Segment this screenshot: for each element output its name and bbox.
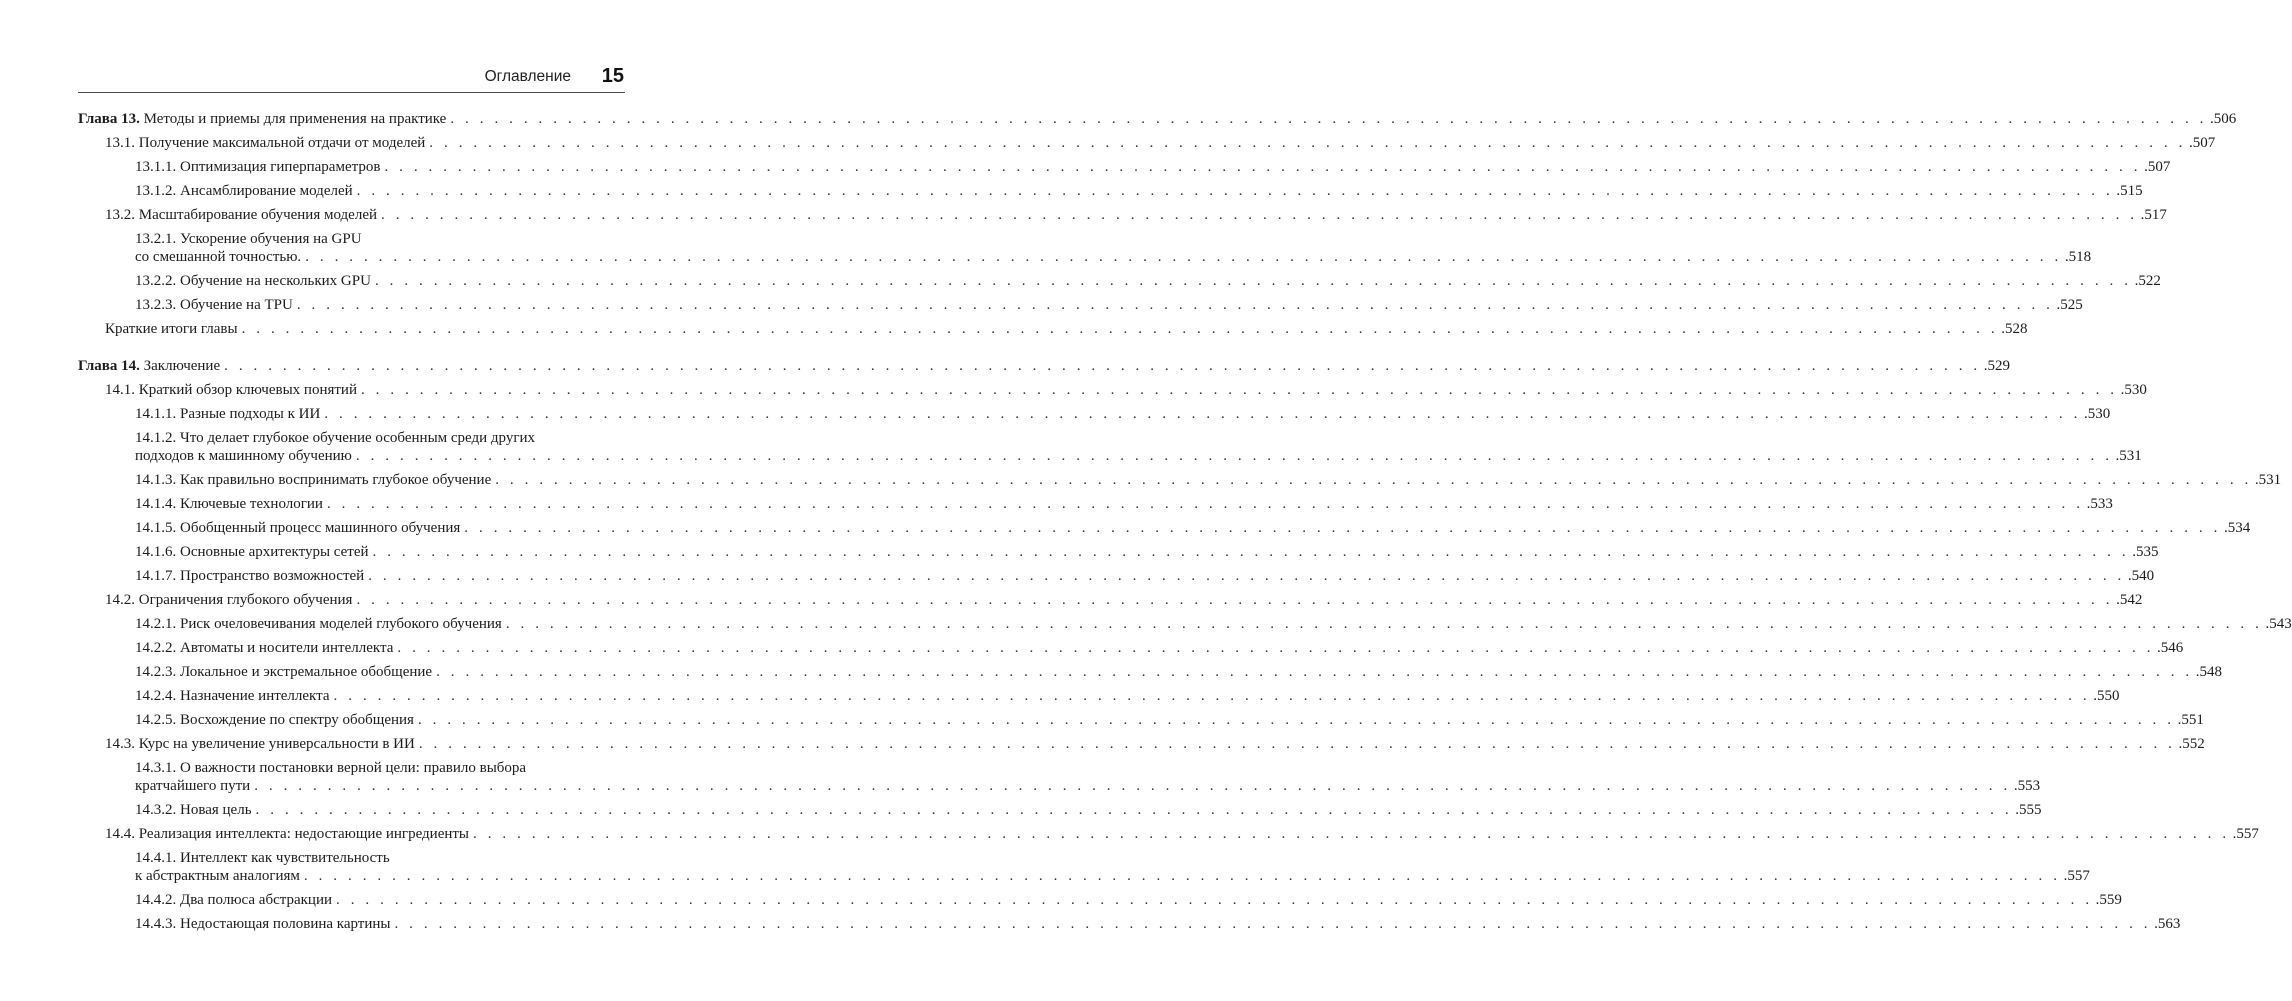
toc-entry-title-text: 13.1.1. Оптимизация гиперпараметров [135, 159, 381, 175]
toc-subsection-entry[interactable] [78, 272, 2161, 290]
toc-entry-title-text: Краткие итоги главы [105, 321, 238, 337]
toc-entry-page: .535 [2132, 544, 2159, 560]
toc-section-entry[interactable] [78, 825, 2259, 843]
dot-leader: . . . . . . . . . . . . . . . . . . . . . . . . . . . . . . . . . . . . . . . . . . . . . . . . . . . . . . . . . . . . . . . . . . . . . . . . . . . . . . . . . . . . . . . . . . . . . . . . . . . . . . . . . . . . . . . . . . . . . . . . [224, 358, 1981, 374]
toc-subsection-entry[interactable] [78, 639, 2184, 657]
toc-entry-line [135, 519, 2251, 537]
toc-entry-line [135, 543, 2159, 561]
toc-entry-page: .529 [1983, 358, 2011, 374]
toc-entry-title-text: 14.4.3. Недостающая половина картины [135, 916, 391, 932]
toc-entry-title-text: 13.2.2. Обучение на нескольких GPU [135, 273, 371, 289]
toc-entry-page: .555 [2015, 802, 2042, 818]
dot-leader: . . . . . . . . . . . . . . . . . . . . . . . . . . . . . . . . . . . . . . . . . . . . . . . . . . . . . . . . . . . . . . . . . . . . . . . . . . . . . . . . . . . . . . . . . . . . . . . . . . . . . . . . . . . . . . . . . . . . . . . . [326, 496, 2084, 512]
dot-leader: . . . . . . . . . . . . . . . . . . . . . . . . . . . . . . . . . . . . . . . . . . . . . . . . . . . . . . . . . . . . . . . . . . . . . . . . . . . . . . . . . . . . . . . . . . . . . . . . . . . . . . . . . . . . . . . . . . . . . . . . [356, 183, 2114, 199]
dot-leader: . . . . . . . . . . . . . . . . . . . . . . . . . . . . . . . . . . . . . . . . . . . . . . . . . . . . . . . . . . . . . . . . . . . . . . . . . . . . . . . . . . . . . . . . . . . . . . . . . . . . . . . . . . . . . . . . . . . . . . . . [355, 448, 2113, 464]
toc-entry-page: .552 [2178, 736, 2205, 752]
toc-entry-title-text: 13.2.3. Обучение на TPU [135, 297, 293, 313]
toc-entry-page: .540 [2127, 568, 2155, 584]
toc-entry-title [135, 296, 293, 314]
toc-entry-title-text: 14.3.2. Новая цель [135, 802, 252, 818]
toc-entry-title [105, 591, 352, 609]
toc-section-entry[interactable] [78, 381, 2147, 399]
toc-entry-page: .517 [2140, 207, 2167, 223]
toc-entry-page: .563 [2154, 916, 2181, 932]
toc-entry-line [135, 248, 2092, 266]
toc-subsection-entry[interactable] [78, 405, 2111, 423]
toc-entry-line [135, 687, 2120, 705]
toc-entry-title-text: 13.1.2. Ансамблирование моделей [135, 183, 353, 199]
toc-subsection-entry[interactable] [78, 687, 2120, 705]
table-of-contents [78, 110, 2292, 939]
toc-entry-line [135, 272, 2161, 290]
dot-leader: . . . . . . . . . . . . . . . . . . . . . . . . . . . . . . . . . . . . . . . . . . . . . . . . . . . . . . . . . . . . . . . . . . . . . . . . . . . . . . . . . . . . . . . . . . . . . . . . . . . . . . . . . . . . . . . . . . . . . . . . [464, 520, 2221, 536]
toc-entry-title-text: 14.1.4. Ключевые технологии [135, 496, 323, 512]
toc-entry-title-line1: 13.2.1. Ускорение обучения на GPU [135, 231, 362, 247]
toc-entry-title-text: к абстрактным аналогиям [135, 868, 300, 884]
toc-entry-line [135, 615, 2292, 633]
toc-entry-title [135, 639, 393, 657]
dot-leader: . . . . . . . . . . . . . . . . . . . . . . . . . . . . . . . . . . . . . . . . . . . . . . . . . . . . . . . . . . . . . . . . . . . . . . . . . . . . . . . . . . . . . . . . . . . . . . . . . . . . . . . . . . . . . . . . . . . . . . . . [436, 664, 2193, 680]
running-header [78, 64, 625, 93]
dot-leader: . . . . . . . . . . . . . . . . . . . . . . . . . . . . . . . . . . . . . . . . . . . . . . . . . . . . . . . . . . . . . . . . . . . . . . . . . . . . . . . . . . . . . . . . . . . . . . . . . . . . . . . . . . . . . . . . . . . . . . . . [324, 406, 2081, 422]
dot-leader: . . . . . . . . . . . . . . . . . . . . . . . . . . . . . . . . . . . . . . . . . . . . . . . . . . . . . . . . . . . . . . . . . . . . . . . . . . . . . . . . . . . . . . . . . . . . . . . . . . . . . . . . . . . . . . . . . . . . . . . . [360, 382, 2118, 398]
toc-entry-line [135, 158, 2171, 176]
toc-entry-title-text: подходов к машинному обучению [135, 448, 352, 464]
toc-entry-title [135, 495, 323, 513]
toc-entry-page: .506 [2210, 111, 2237, 127]
toc-subsection-entry[interactable] [78, 801, 2042, 819]
toc-entry-title [105, 735, 415, 753]
toc-entry-title [135, 447, 352, 465]
running-header-title: Оглавление [484, 68, 571, 85]
toc-entry-page: .542 [2116, 592, 2143, 608]
toc-entry-title [78, 357, 220, 375]
dot-leader: . . . . . . . . . . . . . . . . . . . . . . . . . . . . . . . . . . . . . . . . . . . . . . . . . . . . . . . . . . . . . . . . . . . . . . . . . . . . . . . . . . . . . . . . . . . . . . . . . . . . . . . . . . . . . . . . . . . . . . . . [296, 297, 2054, 313]
toc-entry-page: .533 [2086, 496, 2113, 512]
toc-entry-title-text: Методы и приемы для применения на практике [143, 111, 447, 127]
toc-entry-line [105, 206, 2167, 224]
toc-entry-title [135, 182, 353, 200]
dot-leader: . . . . . . . . . . . . . . . . . . . . . . . . . . . . . . . . . . . . . . . . . . . . . . . . . . . . . . . . . . . . . . . . . . . . . . . . . . . . . . . . . . . . . . . . . . . . . . . . . . . . . . . . . . . . . . . . . . . . . . . . [418, 736, 2176, 752]
toc-section-entry[interactable] [78, 320, 2028, 338]
toc-entry-title [135, 272, 371, 290]
toc-entry-title [135, 777, 250, 795]
toc-entry-title-text: 14.2.4. Назначение интеллекта [135, 688, 330, 704]
dot-leader: . . . . . . . . . . . . . . . . . . . . . . . . . . . . . . . . . . . . . . . . . . . . . . . . . . . . . . . . . . . . . . . . . . . . . . . . . . . . . . . . . . . . . . . . . . . . . . . . . . . . . . . . . . . . . . . . . . . . . . . . [473, 826, 2230, 842]
toc-subsection-entry[interactable] [78, 663, 2222, 681]
dot-leader: . . . . . . . . . . . . . . . . . . . . . . . . . . . . . . . . . . . . . . . . . . . . . . . . . . . . . . . . . . . . . . . . . . . . . . . . . . . . . . . . . . . . . . . . . . . . . . . . . . . . . . . . . . . . . . . . . . . . . . . . [336, 892, 2093, 908]
toc-entry-title [135, 543, 369, 561]
toc-entry-title [78, 110, 446, 128]
toc-subsection-entry[interactable] [78, 519, 2251, 537]
toc-subsection-entry[interactable] [78, 495, 2113, 513]
toc-entry-title-text: со смешанной точностью. [135, 249, 302, 265]
toc-entry-title [135, 891, 332, 909]
toc-entry-page: .507 [2144, 159, 2171, 175]
toc-subsection-entry[interactable] [78, 158, 2171, 176]
toc-entry-title [105, 381, 357, 399]
toc-entry-title-text: 14.2. Ограничения глубокого обучения [105, 592, 353, 608]
toc-entry-line [135, 867, 2090, 885]
toc-entry-title-text: 14.1.5. Обобщенный процесс машинного обучения [135, 520, 461, 536]
toc-entry-title-text: 14.1. Краткий обзор ключевых понятий [105, 382, 357, 398]
toc-entry-page: .528 [2001, 321, 2028, 337]
toc-subsection-entry[interactable] [78, 471, 2282, 489]
dot-leader: . . . . . . . . . . . . . . . . . . . . . . . . . . . . . . . . . . . . . . . . . . . . . . . . . . . . . . . . . . . . . . . . . . . . . . . . . . . . . . . . . . . . . . . . . . . . . . . . . . . . . . . . . . . . . . . . . . . . . . . . [429, 135, 2186, 151]
toc-entry-title-line1: 14.1.2. Что делает глубокое обучение особенным среди других [135, 430, 536, 446]
toc-entry-title [135, 711, 414, 729]
toc-entry-page: .548 [2195, 664, 2222, 680]
dot-leader: . . . . . . . . . . . . . . . . . . . . . . . . . . . . . . . . . . . . . . . . . . . . . . . . . . . . . . . . . . . . . . . . . . . . . . . . . . . . . . . . . . . . . . . . . . . . . . . . . . . . . . . . . . . . . . . . . . . . . . . . [241, 321, 1999, 337]
toc-entry-line [78, 357, 2011, 375]
toc-entry-title-text: 14.2.5. Восхождение по спектру обобщения [135, 712, 414, 728]
toc-entry-page: .559 [2095, 892, 2122, 908]
toc-entry-title-text: 14.4. Реализация интеллекта: недостающие ингредиенты [105, 826, 470, 842]
chapter-label: Глава 13. [78, 111, 140, 127]
toc-subsection-entry[interactable] [78, 543, 2159, 561]
toc-entry-page: .550 [2093, 688, 2120, 704]
toc-entry-title-text: 14.1.6. Основные архитектуры сетей [135, 544, 369, 560]
toc-subsection-entry[interactable] [78, 915, 2181, 933]
toc-entry-title-text: кратчайшего пути [135, 778, 251, 794]
toc-entry-line [135, 471, 2282, 489]
toc-entry-title-line1: 14.4.1. Интеллект как чувствительность [135, 850, 390, 866]
toc-entry-line [135, 801, 2042, 819]
toc-entry-page: .557 [2063, 868, 2090, 884]
toc-entry-title [135, 248, 301, 266]
chapter-label: Глава 14. [78, 358, 140, 374]
toc-entry-title-text: 14.3. Курс на увеличение универсальности в ИИ [105, 736, 415, 752]
toc-entry-page: .530 [2083, 406, 2111, 422]
toc-entry-page: .530 [2120, 382, 2147, 398]
toc-entry-title [135, 663, 432, 681]
toc-subsection-entry[interactable] [78, 182, 2143, 200]
toc-chapter-entry[interactable] [78, 110, 2237, 128]
toc-entry-title-text: 14.2.1. Риск очеловечивания моделей глубокого обучения [135, 616, 502, 632]
dot-leader: . . . . . . . . . . . . . . . . . . . . . . . . . . . . . . . . . . . . . . . . . . . . . . . . . . . . . . . . . . . . . . . . . . . . . . . . . . . . . . . . . . . . . . . . . . . . . . . . . . . . . . . . . . . . . . . . . . . . . . . . [397, 640, 2155, 656]
toc-entry-title [135, 405, 320, 423]
toc-entry-title-text: 14.2.3. Локальное и экстремальное обобщение [135, 664, 433, 680]
dot-leader: . . . . . . . . . . . . . . . . . . . . . . . . . . . . . . . . . . . . . . . . . . . . . . . . . . . . . . . . . . . . . . . . . . . . . . . . . . . . . . . . . . . . . . . . . . . . . . . . . . . . . . . . . . . . . . . . . . . . . . . . [495, 472, 2252, 488]
toc-subsection-entry[interactable] [78, 230, 2092, 266]
dot-leader: . . . . . . . . . . . . . . . . . . . . . . . . . . . . . . . . . . . . . . . . . . . . . . . . . . . . . . . . . . . . . . . . . . . . . . . . . . . . . . . . . . . . . . . . . . . . . . . . . . . . . . . . . . . . . . . . . . . . . . . . [356, 592, 2114, 608]
toc-section-entry[interactable] [78, 206, 2167, 224]
toc-entry-title [135, 158, 380, 176]
toc-subsection-entry[interactable] [78, 891, 2122, 909]
toc-entry-page: .518 [2064, 249, 2092, 265]
toc-entry-title [105, 134, 425, 152]
dot-leader: . . . . . . . . . . . . . . . . . . . . . . . . . . . . . . . . . . . . . . . . . . . . . . . . . . . . . . . . . . . . . . . . . . . . . . . . . . . . . . . . . . . . . . . . . . . . . . . . . . . . . . . . . . . . . . . . . . . . . . . . [372, 544, 2130, 560]
toc-entry-page: .515 [2116, 183, 2143, 199]
toc-chapter-entry[interactable] [78, 357, 2011, 375]
toc-entry-page: .531 [2254, 472, 2282, 488]
dot-leader: . . . . . . . . . . . . . . . . . . . . . . . . . . . . . . . . . . . . . . . . . . . . . . . . . . . . . . . . . . . . . . . . . . . . . . . . . . . . . . . . . . . . . . . . . . . . . . . . . . . . . . . . . . . . . . . . . . . . . . . . [305, 249, 2062, 265]
toc-entry-line [135, 405, 2111, 423]
toc-entry-title [135, 687, 330, 705]
toc-entry-title [135, 567, 364, 585]
toc-entry-line [135, 495, 2113, 513]
toc-entry-line [105, 320, 2028, 338]
toc-entry-page: .531 [2115, 448, 2142, 464]
toc-entry-page: .551 [2177, 712, 2204, 728]
toc-entry-page: .543 [2265, 616, 2292, 632]
toc-entry-line [78, 110, 2237, 128]
toc-entry-title [105, 825, 469, 843]
toc-entry-title-text: 14.4.2. Два полюса абстракции [135, 892, 333, 908]
toc-entry-line [105, 134, 2216, 152]
toc-entry-title-text: 14.1.1. Разные подходы к ИИ [135, 406, 321, 422]
toc-entry-title-text: 14.1.7. Пространство возможностей [135, 568, 365, 584]
toc-entry-page: .553 [2013, 778, 2041, 794]
dot-leader: . . . . . . . . . . . . . . . . . . . . . . . . . . . . . . . . . . . . . . . . . . . . . . . . . . . . . . . . . . . . . . . . . . . . . . . . . . . . . . . . . . . . . . . . . . . . . . . . . . . . . . . . . . . . . . . . . . . . . . . . [384, 159, 2142, 175]
toc-entry-title [135, 471, 491, 489]
toc-entry-title-line1: 14.3.1. О важности постановки верной цели: правило выбора [135, 760, 527, 776]
toc-entry-page: .557 [2232, 826, 2259, 842]
toc-entry-title-text: 13.2. Масштабирование обучения моделей [105, 207, 377, 223]
toc-entry-line [105, 381, 2147, 399]
toc-subsection-entry[interactable] [78, 429, 2142, 465]
toc-entry-title [135, 615, 502, 633]
toc-section-entry[interactable] [78, 591, 2143, 609]
dot-leader: . . . . . . . . . . . . . . . . . . . . . . . . . . . . . . . . . . . . . . . . . . . . . . . . . . . . . . . . . . . . . . . . . . . . . . . . . . . . . . . . . . . . . . . . . . . . . . . . . . . . . . . . . . . . . . . . . . . . . . . . [450, 111, 2207, 127]
toc-entry-line [135, 777, 2041, 795]
toc-entry-title [135, 867, 300, 885]
toc-section-entry[interactable] [78, 735, 2205, 753]
dot-leader: . . . . . . . . . . . . . . . . . . . . . . . . . . . . . . . . . . . . . . . . . . . . . . . . . . . . . . . . . . . . . . . . . . . . . . . . . . . . . . . . . . . . . . . . . . . . . . . . . . . . . . . . . . . . . . . . . . . . . . . . [303, 868, 2061, 884]
toc-subsection-entry[interactable] [78, 567, 2155, 585]
toc-entry-line [135, 447, 2142, 465]
toc-entry-line [135, 891, 2122, 909]
toc-entry-line [105, 825, 2259, 843]
toc-entry-title [135, 801, 252, 819]
toc-entry-title [105, 206, 377, 224]
dot-leader: . . . . . . . . . . . . . . . . . . . . . . . . . . . . . . . . . . . . . . . . . . . . . . . . . . . . . . . . . . . . . . . . . . . . . . . . . . . . . . . . . . . . . . . . . . . . . . . . . . . . . . . . . . . . . . . . . . . . . . . . [255, 802, 2013, 818]
toc-entry-title [105, 320, 238, 338]
toc-entry-line [135, 296, 2083, 314]
dot-leader: . . . . . . . . . . . . . . . . . . . . . . . . . . . . . . . . . . . . . . . . . . . . . . . . . . . . . . . . . . . . . . . . . . . . . . . . . . . . . . . . . . . . . . . . . . . . . . . . . . . . . . . . . . . . . . . . . . . . . . . . [374, 273, 2132, 289]
toc-subsection-entry[interactable] [78, 296, 2083, 314]
toc-entry-line [135, 915, 2181, 933]
toc-subsection-entry[interactable] [78, 615, 2292, 633]
dot-leader: . . . . . . . . . . . . . . . . . . . . . . . . . . . . . . . . . . . . . . . . . . . . . . . . . . . . . . . . . . . . . . . . . . . . . . . . . . . . . . . . . . . . . . . . . . . . . . . . . . . . . . . . . . . . . . . . . . . . . . . . [254, 778, 2011, 794]
page-number: 15 [601, 65, 624, 87]
dot-leader: . . . . . . . . . . . . . . . . . . . . . . . . . . . . . . . . . . . . . . . . . . . . . . . . . . . . . . . . . . . . . . . . . . . . . . . . . . . . . . . . . . . . . . . . . . . . . . . . . . . . . . . . . . . . . . . . . . . . . . . . [394, 916, 2152, 932]
toc-entry-line [135, 639, 2184, 657]
toc-subsection-entry[interactable] [78, 759, 2041, 795]
toc-entry-title-text: 13.1. Получение максимальной отдачи от моделей [105, 135, 426, 151]
toc-entry-page: .507 [2188, 135, 2216, 151]
toc-entry-line [135, 182, 2143, 200]
toc-entry-title [135, 519, 460, 537]
dot-leader: . . . . . . . . . . . . . . . . . . . . . . . . . . . . . . . . . . . . . . . . . . . . . . . . . . . . . . . . . . . . . . . . . . . . . . . . . . . . . . . . . . . . . . . . . . . . . . . . . . . . . . . . . . . . . . . . . . . . . . . . [381, 207, 2138, 223]
toc-entry-line [135, 567, 2155, 585]
toc-subsection-entry[interactable] [78, 711, 2204, 729]
toc-section-entry[interactable] [78, 134, 2216, 152]
toc-entry-page: .534 [2223, 520, 2251, 536]
dot-leader: . . . . . . . . . . . . . . . . . . . . . . . . . . . . . . . . . . . . . . . . . . . . . . . . . . . . . . . . . . . . . . . . . . . . . . . . . . . . . . . . . . . . . . . . . . . . . . . . . . . . . . . . . . . . . . . . . . . . . . . . [333, 688, 2091, 704]
dot-leader: . . . . . . . . . . . . . . . . . . . . . . . . . . . . . . . . . . . . . . . . . . . . . . . . . . . . . . . . . . . . . . . . . . . . . . . . . . . . . . . . . . . . . . . . . . . . . . . . . . . . . . . . . . . . . . . . . . . . . . . . [417, 712, 2175, 728]
toc-entry-title-text: 14.2.2. Автоматы и носители интеллекта [135, 640, 394, 656]
toc-entry-page: .546 [2157, 640, 2184, 656]
toc-entry-title-text: Заключение [143, 358, 221, 374]
dot-leader: . . . . . . . . . . . . . . . . . . . . . . . . . . . . . . . . . . . . . . . . . . . . . . . . . . . . . . . . . . . . . . . . . . . . . . . . . . . . . . . . . . . . . . . . . . . . . . . . . . . . . . . . . . . . . . . . . . . . . . . . [505, 616, 2263, 632]
toc-entry-page: .525 [2056, 297, 2083, 313]
toc-entry-title [135, 915, 390, 933]
toc-entry-line [105, 591, 2143, 609]
toc-entry-page: .522 [2134, 273, 2161, 289]
toc-subsection-entry[interactable] [78, 849, 2090, 885]
dot-leader: . . . . . . . . . . . . . . . . . . . . . . . . . . . . . . . . . . . . . . . . . . . . . . . . . . . . . . . . . . . . . . . . . . . . . . . . . . . . . . . . . . . . . . . . . . . . . . . . . . . . . . . . . . . . . . . . . . . . . . . . [368, 568, 2125, 584]
toc-entry-line [105, 735, 2205, 753]
toc-entry-line [135, 711, 2204, 729]
toc-entry-title-text: 14.1.3. Как правильно воспринимать глубокое обучение [135, 472, 492, 488]
toc-entry-line [135, 663, 2222, 681]
